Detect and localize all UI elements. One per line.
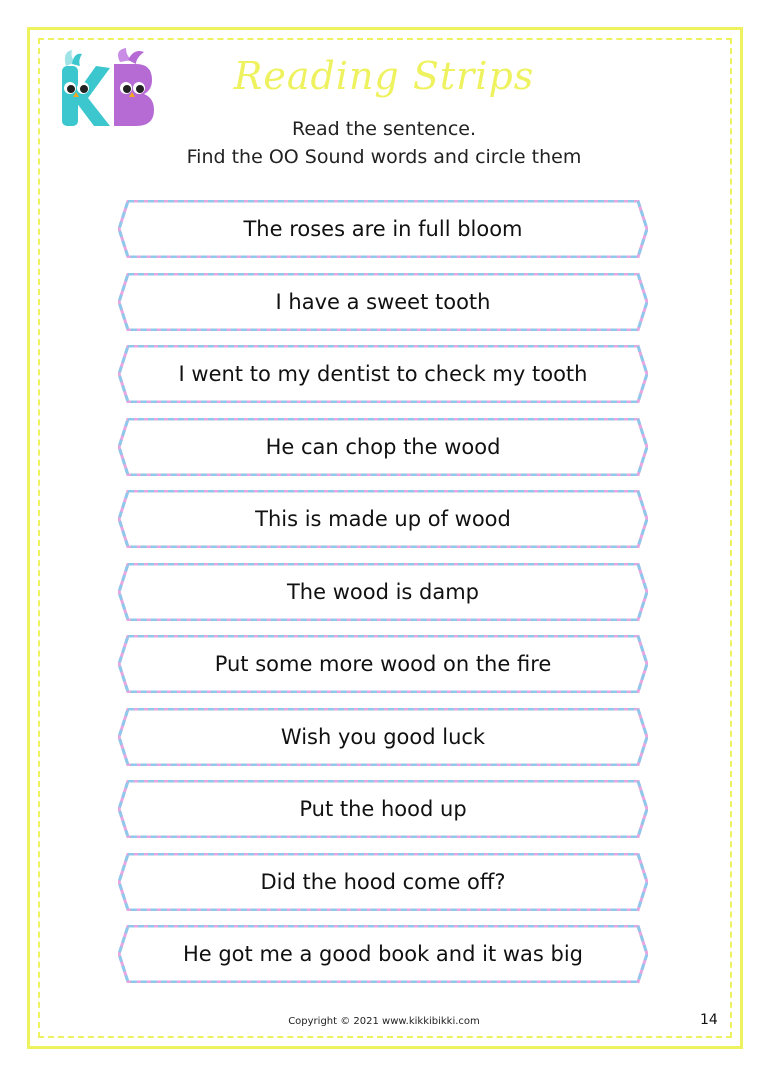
reading-strip <box>118 780 648 838</box>
strip-sentence: Put the hood up <box>299 797 467 821</box>
reading-strip <box>118 925 648 983</box>
instruction-line-2: Find the OO Sound words and circle them <box>186 146 582 168</box>
strip-sentence: This is made up of wood <box>255 507 511 531</box>
strip-sentence: The wood is damp <box>286 579 480 604</box>
reading-strip <box>118 563 648 621</box>
copyright-footer: Copyright © 2021 www.kikkibikki.com <box>288 1016 480 1027</box>
page-number: 14 <box>700 1012 718 1028</box>
page-title: Reading Strips <box>233 54 535 98</box>
reading-strip <box>118 708 648 766</box>
strip-sentence: Did the hood come off? <box>260 869 506 894</box>
strip-sentence: I have a sweet tooth <box>275 289 491 314</box>
reading-strip <box>118 200 648 258</box>
reading-strip <box>118 490 648 548</box>
reading-strip <box>118 345 648 403</box>
reading-strip <box>118 273 648 331</box>
strip-sentence: He can chop the wood <box>265 434 501 459</box>
strip-sentence: Wish you good luck <box>280 724 486 749</box>
instruction-line-1: Read the sentence. <box>292 118 476 140</box>
strip-sentence: I went to my dentist to check my tooth <box>178 362 588 386</box>
reading-strips-list <box>118 200 648 998</box>
reading-strip <box>118 635 648 693</box>
strip-sentence: The roses are in full bloom <box>243 217 523 241</box>
strip-sentence: Put some more wood on the fire <box>214 652 552 676</box>
reading-strip <box>118 418 648 476</box>
reading-strip <box>118 853 648 911</box>
strip-sentence: He got me a good book and it was big <box>182 942 584 966</box>
